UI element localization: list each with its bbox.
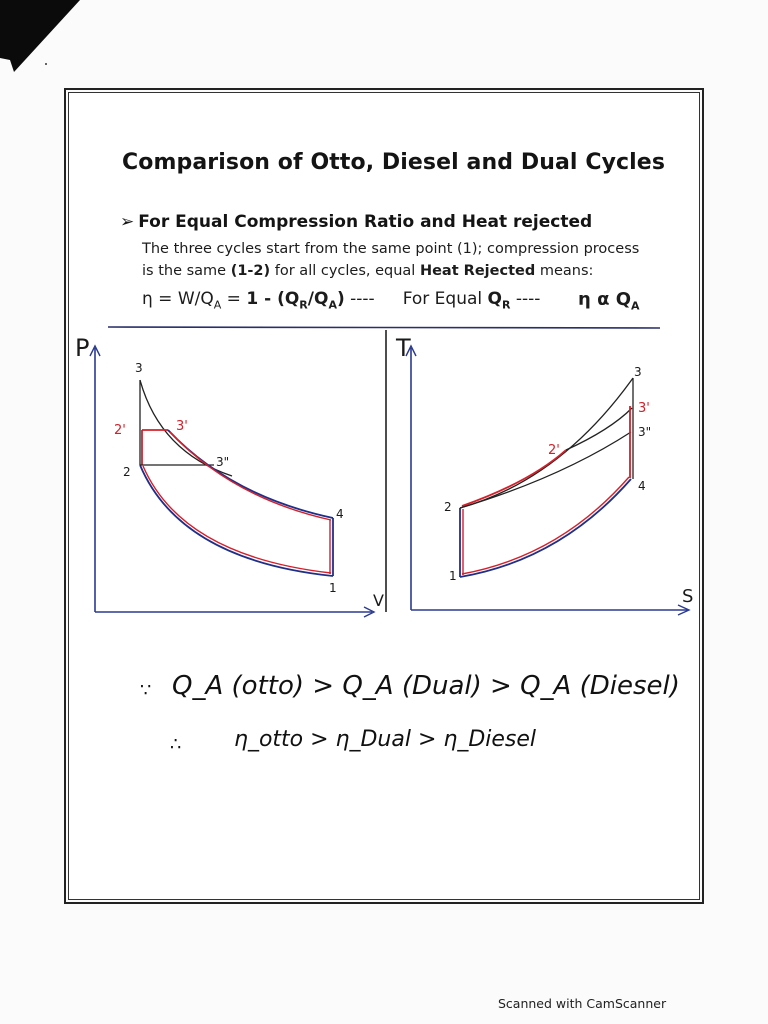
formula-sub: A	[328, 298, 337, 312]
therefore-marker: ∴	[170, 734, 182, 755]
formula-part: )	[336, 289, 345, 309]
pv-compression-curve	[140, 465, 333, 576]
paragraph-line-1: The three cycles start from the same point (1); compression process	[142, 241, 640, 257]
because-marker: ∵	[140, 680, 152, 701]
ts-dual-const-pressure	[566, 408, 632, 450]
para-bold: Heat Rejected	[419, 263, 536, 279]
ts-point-2prime: 2'	[548, 443, 560, 458]
pv-point-3dprime: 3"	[216, 455, 230, 469]
ts-point-2: 2	[444, 500, 452, 514]
pv-y-label: P	[75, 334, 90, 362]
formula-part: 1 - (Q	[246, 289, 300, 309]
formula-part: ----	[344, 289, 375, 309]
ts-y-label: T	[396, 334, 411, 362]
formula-part: For Equal	[402, 289, 488, 309]
para-bold: (1-2)	[230, 263, 271, 279]
ts-point-1: 1	[449, 569, 457, 583]
handwritten-line-1	[140, 671, 680, 701]
ts-heat-rejection	[460, 479, 631, 577]
handwritten-line-2	[170, 727, 536, 755]
pv-point-3: 3	[135, 361, 143, 375]
ts-dual-const-volume	[462, 450, 566, 506]
para-text: for all cycles, equal	[270, 263, 420, 279]
pv-point-3prime: 3'	[176, 419, 188, 434]
horizontal-divider	[108, 327, 660, 328]
pv-point-1: 1	[329, 581, 337, 595]
pv-diagram	[75, 334, 384, 617]
formula-part: =	[221, 289, 247, 309]
formula-sub: A	[213, 298, 222, 312]
pv-point-2: 2	[123, 465, 131, 479]
para-text: means:	[535, 263, 594, 279]
ts-diagram	[395, 334, 693, 615]
subheading-text: For Equal Compression Ratio and Heat rejected	[138, 212, 593, 232]
ts-heat-rejection-red	[462, 477, 629, 574]
formula-sub: R	[501, 298, 511, 312]
formula-part: ----	[510, 289, 541, 309]
pv-x-label: V	[373, 591, 384, 610]
formula-part: η = W/Q	[142, 289, 214, 309]
formula-sub: A	[631, 299, 640, 313]
pv-point-4: 4	[336, 507, 344, 521]
ts-point-4: 4	[638, 479, 646, 493]
ts-point-3dprime: 3"	[638, 425, 652, 439]
formula-part: /Q	[307, 289, 329, 309]
ts-otto-heat-addition	[460, 378, 633, 508]
formula-sub: R	[299, 298, 308, 312]
para-text: is the same	[142, 263, 231, 279]
heat-added-comparison: Q_A (otto) > Q_A (Dual) > Q_A (Diesel)	[172, 671, 680, 701]
formula-part: η α Q	[578, 289, 632, 310]
ts-x-label: S	[682, 586, 694, 607]
ts-point-3prime: 3'	[638, 401, 650, 416]
pv-expansion-red	[170, 432, 331, 520]
efficiency-comparison: η_otto > η_Dual > η_Diesel	[234, 727, 537, 752]
page-title: Comparison of Otto, Diesel and Dual Cycles	[122, 150, 666, 175]
pv-expansion-curve	[168, 430, 333, 518]
scanner-watermark: Scanned with CamScanner	[498, 996, 667, 1011]
ts-point-3: 3	[634, 365, 642, 379]
bullet-arrow-icon: ➢	[120, 212, 135, 232]
formula-part: Q	[487, 289, 502, 309]
pv-compression-red	[143, 466, 331, 573]
pv-point-2prime: 2'	[114, 423, 126, 438]
